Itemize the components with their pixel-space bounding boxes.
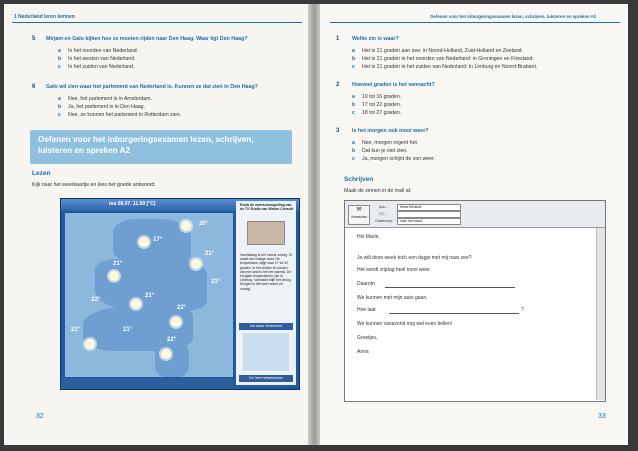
instruction-text: Maak de zinnen in de mail af. bbox=[344, 188, 412, 194]
answer-option[interactable]: b In het westen van Nederland. bbox=[58, 56, 136, 62]
page-number-right: 33 bbox=[598, 413, 606, 420]
cc-label: CC... bbox=[379, 212, 387, 216]
question-number: 6 bbox=[32, 84, 36, 90]
answer-option[interactable]: a Nee, morgen regent het. bbox=[352, 140, 419, 146]
section-heading: Schrijven bbox=[344, 176, 374, 183]
sun-icon bbox=[131, 299, 141, 309]
temperature-label: 22° bbox=[177, 305, 187, 311]
sun-icon bbox=[109, 271, 119, 281]
answer-option[interactable]: c 18 tot 27 graden. bbox=[352, 110, 402, 116]
question-number: 2 bbox=[336, 82, 340, 88]
temperature-label: 21° bbox=[211, 279, 221, 285]
sun-icon bbox=[161, 349, 171, 359]
cc-field[interactable] bbox=[397, 211, 461, 218]
mail-line: Anna bbox=[357, 349, 369, 355]
mail-line: Je wilt deze week toch een dagje met mij naar zee? bbox=[357, 255, 472, 261]
answer-option[interactable]: a Het is 21 graden aan zee: in Noord-Holland, Zuid-Holland en Zeeland. bbox=[352, 48, 523, 54]
question-text: Welke zin is waar? bbox=[352, 36, 399, 42]
temperature-label: 21° bbox=[123, 327, 133, 333]
sun-icon bbox=[139, 237, 149, 247]
question-text: Hoeveel graden is het vannacht? bbox=[352, 82, 435, 88]
answer-option[interactable]: a 10 tot 16 graden. bbox=[352, 94, 402, 100]
weather-side-caption: Exmb de weersvoorspelling van de TV Studio van Weken Consult bbox=[240, 203, 293, 212]
answer-option[interactable]: c Nee, ze kunnen het parlement in Rotterdam zien. bbox=[58, 112, 182, 118]
mini-map bbox=[243, 333, 289, 371]
sun-icon bbox=[85, 339, 95, 349]
email-window bbox=[344, 200, 606, 402]
sun-icon bbox=[171, 317, 181, 327]
send-icon: ✉ bbox=[356, 207, 362, 213]
question-number: 3 bbox=[336, 128, 340, 134]
page-number-left: 32 bbox=[36, 413, 44, 420]
radar-button[interactable]: Uw radar Nederland bbox=[239, 323, 293, 330]
question-text: Mirjam en Galo kijken hoe ze moeten rijden naar Den Haag. Waar ligt Den Haag? bbox=[46, 36, 248, 42]
section-heading: Lezen bbox=[32, 170, 51, 177]
weather-side-body: Vanmiddag is het overal zonnig. Er waait een matige wind. De temperatuur stijgt naar 17 tot 22 graden. In het zuiden en oosten van het land is het het warmst. De hoogste temperaturen zijn in Limburg. Vannacht blijft het droog. Morgen is het weer warm en zonnig. bbox=[240, 253, 293, 291]
temperature-label: 21° bbox=[145, 293, 155, 299]
mail-line: Hoe laat bbox=[357, 307, 376, 313]
subject-label: Onderwerp: bbox=[375, 219, 393, 223]
answer-option[interactable]: b Dat kun je niet zien. bbox=[352, 148, 408, 154]
weather-timeline[interactable] bbox=[61, 378, 233, 389]
temperature-label: 21° bbox=[113, 261, 123, 267]
question-mark: ? bbox=[521, 307, 524, 313]
send-button[interactable]: ✉ Verzenden bbox=[348, 205, 370, 225]
question-number: 1 bbox=[336, 36, 340, 42]
mail-line: Groetjes, bbox=[357, 335, 378, 341]
temperature-label: 22° bbox=[167, 337, 177, 343]
temperature-label: 22° bbox=[91, 297, 101, 303]
answer-option[interactable]: c In het zuiden van Nederland. bbox=[58, 64, 135, 70]
question-number: 5 bbox=[32, 36, 36, 42]
subject-field[interactable]: naar het Ikland bbox=[397, 218, 461, 225]
map-region bbox=[113, 219, 191, 263]
question-text: Is het morgen ook mooi weer? bbox=[352, 128, 429, 134]
presenter-photo bbox=[247, 221, 285, 245]
answer-option[interactable]: c Het is 21 graden in het zuiden van Nederland: in Limburg en Noord-Brabant. bbox=[352, 64, 538, 70]
answer-option[interactable]: c Ja, morgen schijnt de zon weer. bbox=[352, 156, 435, 162]
answer-blank[interactable] bbox=[385, 287, 515, 288]
to-field[interactable]: Marie Beukels bbox=[397, 204, 461, 211]
mail-line: Hoi Marie, bbox=[357, 234, 380, 240]
temperature-label: 20° bbox=[199, 221, 209, 227]
answer-blank[interactable] bbox=[389, 313, 519, 314]
network-weather-button[interactable]: De heet netwerkweer bbox=[239, 375, 293, 382]
running-head-right: Oefenen voor het inburgeringsexamen lezen, schrijven, luisteren en spreken A2 bbox=[430, 14, 597, 19]
map-region bbox=[95, 259, 207, 311]
weather-date: ma 08.07. 11.00 [°C] bbox=[109, 201, 156, 207]
header-rule-right bbox=[330, 22, 620, 23]
sun-icon bbox=[191, 259, 201, 269]
running-head-left: 1 Nederland leren kennen bbox=[14, 14, 75, 20]
answer-option[interactable]: b Het is 21 graden in het noorden van Nederland: in Groningen en Friesland. bbox=[352, 56, 534, 62]
mail-line: We kunnen vanavond nog wel even bellen! bbox=[357, 321, 453, 327]
sun-icon bbox=[181, 221, 191, 231]
answer-option[interactable]: b Ja, het parlement is in Den Haag. bbox=[58, 104, 145, 110]
mail-line: We kunnen met mijn auto gaan. bbox=[357, 295, 428, 301]
answer-option[interactable]: a In het noorden van Nederland. bbox=[58, 48, 139, 54]
map-region bbox=[155, 343, 189, 377]
temperature-label: 21° bbox=[71, 327, 81, 333]
answer-option[interactable]: b 17 tot 22 graden. bbox=[352, 102, 402, 108]
mail-line: Het wordt vrijdag heel mooi weer. bbox=[357, 267, 431, 273]
temperature-label: 17° bbox=[153, 237, 163, 243]
header-rule-left bbox=[12, 22, 302, 23]
weather-widget bbox=[60, 198, 300, 390]
instruction-text: Kijk naar het weerkaartje en kies het goede antwoord. bbox=[32, 182, 156, 188]
to-label: Aan... bbox=[379, 205, 388, 209]
question-text: Galo wil zien waar het parlement van Nederland is. Kunnen ze dat zien in Den Haag? bbox=[46, 84, 258, 90]
temperature-label: 21° bbox=[205, 251, 215, 257]
section-banner-title: Oefenen voor het inburgeringsexamen lezen, schrijven, luisteren en spreken A2 bbox=[38, 135, 254, 155]
scrollbar[interactable] bbox=[596, 228, 605, 400]
mail-line: Daarom bbox=[357, 281, 375, 287]
answer-option[interactable]: a Nee, het parlement is in Amsterdam. bbox=[58, 96, 152, 102]
